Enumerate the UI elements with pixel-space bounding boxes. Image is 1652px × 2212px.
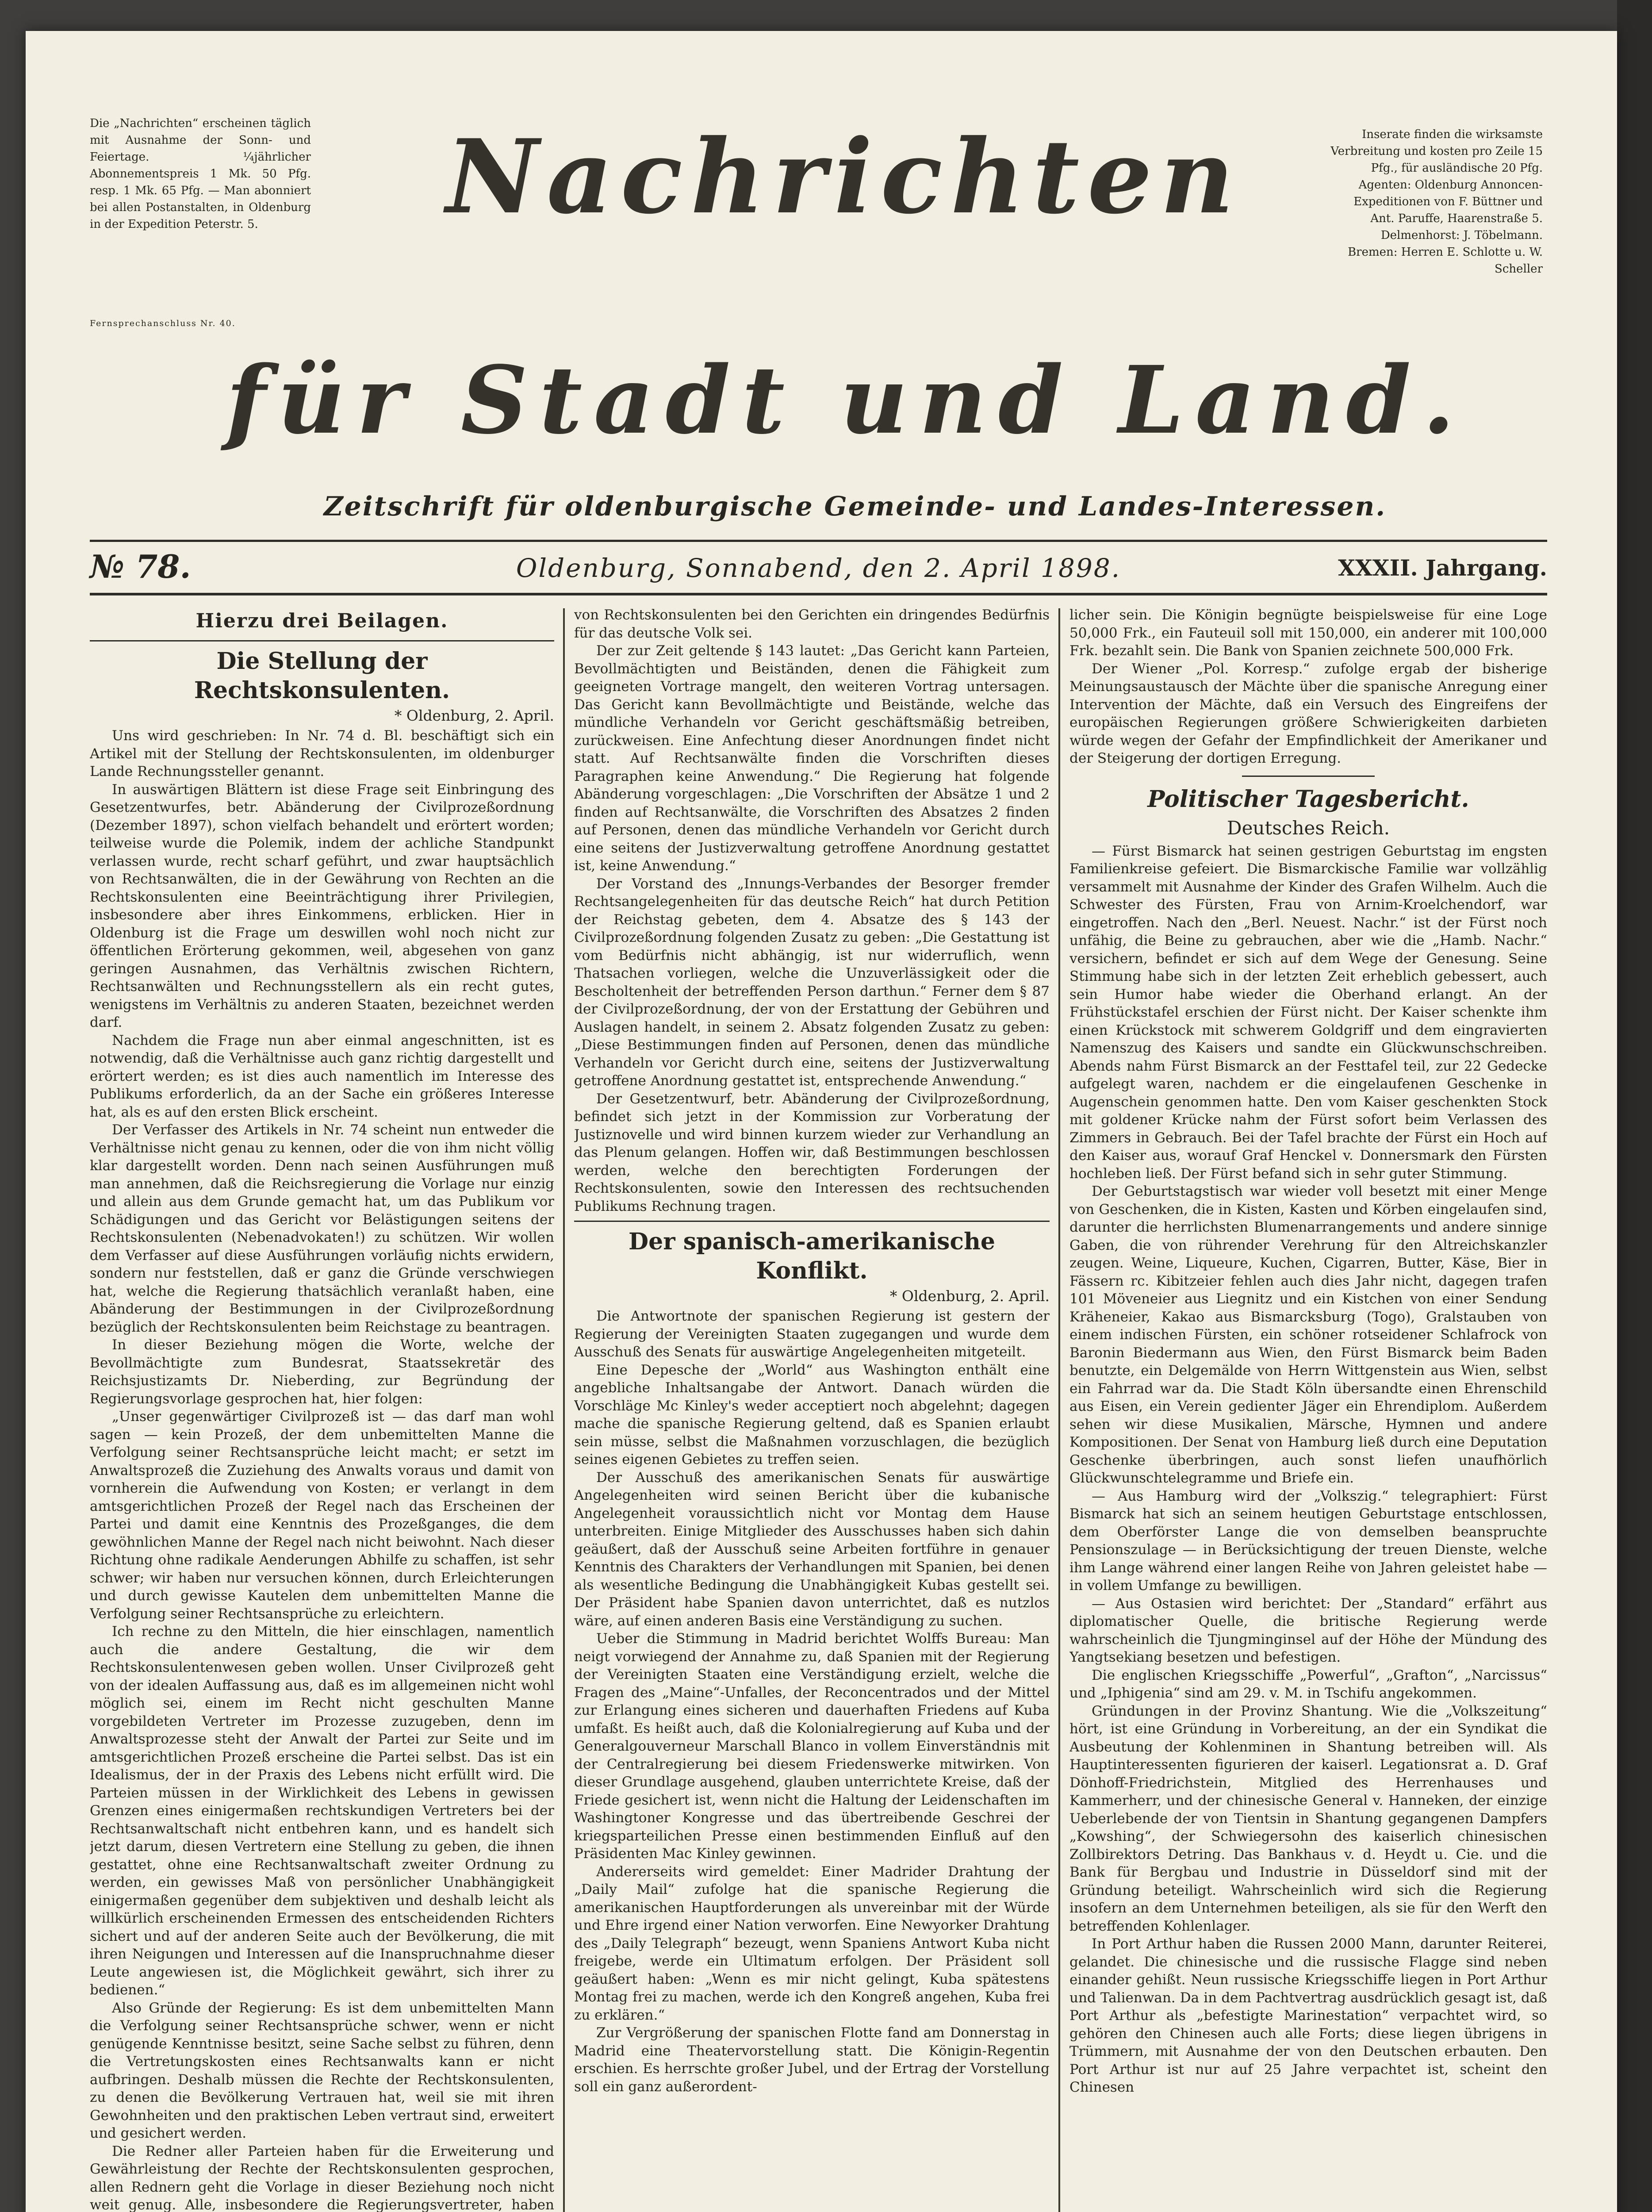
column-divider-2 [1058,608,1060,2212]
tagline: Zeitschrift für oldenburgische Gemeinde- und Landes-Interessen. [323,491,1387,522]
paragraph: Der Verfasser des Artikels in Nr. 74 scheint nun entweder die Verhältnisse nicht genau zu kennen, oder die von ihm nicht völlig klar dargestellt worden. Denn nach seinen Ausführungen muß man annehmen, daß die Reichsregierung die Vorlage nur einzig und allein aus dem Grunde gemacht hat, um das Publikum vor Schädigungen und das Gericht vor Belästigungen seitens der Rechtskonsulenten (Nebenadvokaten!) zu schützen. Wir wollen dem Verfasser auf diese Ausführungen vorläufig nichts erwidern, sondern nur feststellen, daß er ganz die Gründe verschwiegen hat, welche die Regierung thatsächlich veranlaßt haben, eine Abänderung der Bestimmungen in der Civilprozeßordnung bezüglich der Rechtskonsulenten beim Reichstage zu beantragen. [90,1122,554,1335]
paragraph: Also Gründe der Regierung: Es ist dem unbemittelten Mann die Verfolgung seiner Rechtsansprüche schwer, wenn er nicht genügende Kenntnisse besitzt, seine Sache selbst zu führen, denn die Vertretungskosten eines Rechtsanwalts kann er nicht aufbringen. Deshalb müssen die Rechte der Rechtskonsulenten, zu denen die Bevölkerung Vertrauen hat, weil sie mit ihren Gewohnheiten und den praktischen Leben vertraut sind, erweitert und gesichert werden. [90,2000,554,2141]
article-title-political-report: Politischer Tagesbericht. [1147,785,1469,813]
volume-number: XXXII. Jahrgang. [1338,555,1547,581]
paragraph: Zur Vergrößerung der spanischen Flotte fand am Donnerstag in Madrid eine Theatervorstellung statt. Die Königin-Regentin erschien. Es herrschte großer Jubel, und der Ertrag der Vorstellung soll ein ganz außerordent- [574,2025,1050,2095]
paragraph: Die Antwortnote der spanischen Regierung ist gestern der Regierung der Vereinigten Staaten zugegangen und wurde dem Ausschuß des Senats für auswärtige Angelegenheiten mitgeteilt. [574,1308,1050,1360]
article-body [574,1307,1050,2096]
paragraph: — Aus Ostasien wird berichtet: Der „Standard“ erfährt aus diplomatischer Quelle, die britische Regierung werde wahrscheinlich die Tjungminginsel auf der Höhe der Mündung des Yangtsekiang besetzen und befestigen. [1069,1595,1547,1665]
paragraph: Der zur Zeit geltende § 143 lautet: „Das Gericht kann Parteien, Bevollmächtigten und Beiständen, denen die Fähigkeit zum geeigneten Vortrage mangelt, den weiteren Vortrag untersagen. Das Gericht kann Bevollmächtigte und Beistände, welche das mündliche Verhandeln vor Gericht geschäftsmäßig betreiben, zurückweisen. Eine Anfechtung dieser Anordnungen findet nicht statt. Auf Rechtsanwälte finden die Vorschriften dieses Paragraphen keine Anwendung.“ Die Regierung hat folgende Abänderung vorgeschlagen: „Die Vorschriften der Absätze 1 und 2 finden auf Rechtsanwälte, die Vorschriften des Absatzes 2 finden auf Personen, denen das mündliche Verhandeln vor Gericht durch eine seitens der Justizverwaltung getroffene Anordnung gestattet ist, keine Anwendung.“ [574,643,1050,874]
article-title-spanish-american-conflict: Der spanisch-amerikanische Konflikt. [629,1228,995,1284]
supplements-notice: Hierzu drei Beilagen. [195,610,448,632]
issue-date: Oldenburg, Sonnabend, den 2. April 1898. [516,553,1121,583]
article-body-continued [574,606,1050,1215]
article-body [1069,842,1547,2097]
paragraph: „Unser gegenwärtiger Civilprozeß ist — das darf man wohl sagen — kein Prozeß, der dem unbemittelten Manne die Verfolgung seiner Rechtsansprüche leicht macht; er setzt im Anwaltsprozeß die Zuziehung des Anwalts voraus und damit von vornherein die Aufwendung von Kosten; er verlangt in dem amtsgerichtlichen Prozeß der Regel nach das Erscheinen der Partei und damit eine Kenntnis des Prozeßganges, die dem gewöhnlichen Manne der Regel nach nicht beiwohnt. Nach dieser Richtung ohne radikale Aenderungen Abhilfe zu schaffen, ist sehr schwer; wir haben nur versuchen können, durch Erleichterungen und durch gewisse Kautelen dem unbemittelten Manne die Verfolgung seiner Rechtsansprüche zu erleichtern. [90,1409,554,1622]
paragraph: Gründungen in der Provinz Shantung. Wie die „Volkszeitung“ hört, ist eine Gründung in Vorbereitung, an der ein Syndikat die Ausbeutung der Kohlenminen in Shantung betreiben will. Als Hauptinteressenten figurieren der kaiserl. Legationsrat a. D. Graf Dönhoff-Friedrichstein, Mitglied des Herrenhauses und Kammerherr, und der chinesische General v. Hanneken, der einzige Ueberlebende der von Tientsin in Shantung gegangenen Dampfers „Kowshing“, der Schwiegersohn des kaiserlich chinesischen Zollbirektors Detring. Das Bankhaus v. d. Heydt u. Cie. und die Bank für Bergbau und Industrie in Düsseldorf sind mit der Gründung beteiligt. Wahrscheinlich wird sich die Regierung insofern an dem Unternehmen beteiligen, als sie für den Werft den betreffenden Kohlenlager. [1069,1703,1547,1934]
article-title-legal-consultants: Die Stellung der Rechtskonsulenten. [194,648,450,704]
article-body [90,727,554,2212]
advertising-info: Inserate finden die wirksamste Verbreitung und kosten pro Zeile 15 Pfg., für ausländische 20 Pfg. Agenten: Oldenburg Annoncen-Expeditionen von F. Büttner und Ant. Paruffe, Haarenstraße 5. Delmenhorst: J. Töbelmann. Bremen: Herren E. Schlotte u. W. Scheller [1330,128,1543,276]
paragraph: Der Ausschuß des amerikanischen Senats für auswärtige Angelegenheiten wird seinen Bericht über die kubanische Angelegenheit voraussichtlich nicht vor Montag dem Hause unterbreiten. Einige Mitglieder des Ausschusses haben sich dahin geäußert, daß der Ausschuß seine Arbeiten fortführe in genauer Kenntnis des Charakters der Verhandlungen mit Spanien, bei denen als wesentliche Bedingung die Unabhängigkeit Kubas gestellt sei. Der Präsident habe Spanien davon unterrichtet, daß es nutzlos wäre, auf einen anderen Basis eine Verständigung zu suchen. [574,1469,1050,1629]
masthead-subtitle-large: für Stadt und Land. [226,346,1467,455]
paragraph: von Rechtskonsulenten bei den Gerichten ein dringendes Bedürfnis für das deutsche Volk sei. [574,607,1050,641]
paragraph: licher sein. Die Königin begnügte beispielsweise für eine Loge 50,000 Frk., ein Fauteuil soll mit 150,000, ein anderer mit 100,000 Frk. bezahlt sein. Die Bank von Spanien zeichnete 500,000 Frk. [1069,607,1547,659]
header-rule-bottom [90,593,1547,595]
paragraph: Der Gesetzentwurf, betr. Abänderung der Civilprozeßordnung, befindet sich jetzt in der Kommission zur Vorberatung der Justiznovelle und wird binnen kurzem wieder zur Verhandlung an das Plenum gelangen. Hoffen wir, daß Bestimmungen beschlossen werden, welche den berechtigten Forderungen der Rechtskonsulenten, sowie den Interessen des rechtsuchenden Publikums Rechnung tragen. [574,1091,1050,1214]
column-1 [90,606,554,2212]
dateline-bar [90,548,1547,592]
paragraph: Die englischen Kriegsschiffe „Powerful“, „Grafton“, „Narcissus“ und „Iphigenia“ sind am 29. v. M. in Tschifu angekommen. [1069,1667,1547,1701]
newspaper-page [26,31,1617,2212]
phone-number: Fernsprechanschluss Nr. 40. [90,319,236,328]
column-2 [574,606,1050,2212]
paragraph: Der Geburtstagstisch war wieder voll besetzt mit einer Menge von Geschenken, die in Kisten, Kasten und Körben eingelaufen sind, darunter die herrlichsten Blumenarrangements und andere sinnige Gaben, die von rührender Verehrung für den Altreichskanzler zeugen. Weine, Liqueure, Kuchen, Cigarren, Butter, Käse, Bier in Fässern rc. Kibitzeier fehlen auch dies Jahr nicht, dagegen trafen 101 Möveneier aus Liegnitz und ein Kistchen von einer Sendung Kräheneier, Kakao aus Bismarcksburg (Togo), Gralstauben von einem indischen Fürsten, ein schöner rotseidener Schlafrock von Baronin Biedermann aus Wien, den Fürst Bismarck beim Baden benutzte, ein Delgemälde von Herrn Wittgenstein aus Wien, selbst ein Fahrrad war da. Die Stadt Köln übersandte einen Ehrenschild aus Eisen, ein Verein gedienter Jäger ein Ehrendiplom. Außerdem sehen wir diese Musikalien, Märsche, Hymnen und andere Kompositionen. Der Senat von Hamburg ließ durch eine Deputation Geschenke überbringen, auch sonst liefen unaufhörlich Glückwunschtelegramme und Briefe ein. [1069,1183,1547,1486]
paragraph: Uns wird geschrieben: In Nr. 74 d. Bl. beschäftigt sich ein Artikel mit der Stellung der Rechtskonsulenten, im oldenburger Lande Rechnungssteller genannt. [90,728,554,780]
article-dateline: * Oldenburg, 2. April. [394,707,554,724]
paragraph: In auswärtigen Blättern ist diese Frage seit Einbringung des Gesetzentwurfes, betr. Abänderung der Civilprozeßordnung (Dezember 1897), schon vielfach behandelt und erörtert worden; teilweise wurde die Polemik, indem der achliche Standpunkt verlassen wurde, recht scharf geführt, und zwar hauptsächlich von Rechtsanwälten, die in der Gewährung von Rechten an die Rechtskonsulenten eine Beeinträchtigung ihrer Privilegien, insbesondere aber ihres Einkommens, erblicken. Hier in Oldenburg ist die Frage um deswillen wohl noch nicht zur öffentlichen Erörterung gekommen, weil, abgesehen von ganz geringen Ausnahmen, das Verhältnis zwischen Richtern, Rechtsanwälten und Rechnungsstellern als ein recht gutes, wenigstens im Verhältnis zu anderen Staaten, bezeichnet werden darf. [90,781,554,1030]
paragraph: — Fürst Bismarck hat seinen gestrigen Geburtstag im engsten Familienkreise gefeiert. Die Bismarckische Familie war vollzählig versammelt mit Ausnahme der Kinder des Grafen Wilhelm. Auch die Schwester des Fürsten, Frau von Arnim-Kroelchendorf, war eingetroffen. Nach den „Berl. Neuest. Nachr.“ ist der Fürst noch unfähig, die Beine zu gebrauchen, aber wie die „Hamb. Nachr.“ versichern, befindet er sich auf dem Wege der Genesung. Seine Stimmung habe sich in der letzten Zeit erheblich gebessert, auch sein Humor habe wieder die Oberhand erlangt. An der Frühstückstafel erschien der Fürst nicht. Der Kaiser schenkte ihm einen Krückstock mit schwerem Goldgriff und dem eingravierten Namenszug des Kaisers und sandte ein Glückwunschschreiben. Abends nahm Fürst Bismarck an der Festtafel teil, zur 22 Gedecke aufgelegt waren, nachdem er die eingelaufenen Geschenke in Augenschein genommen hatte. Den vom Kaiser geschenkten Stock mit goldener Krücke nahm der Fürst sofort beim Verlassen des Zimmers in Gebrauch. Bei der Tafel brachte der Fürst ein Hoch auf den Kaiser aus, worauf Graf Henckel v. Donnersmark den Fürsten hochleben ließ. Der Fürst befand sich in sehr guter Stimmung. [1069,843,1547,1182]
paragraph: — Aus Hamburg wird der „Volkszig.“ telegraphiert: Fürst Bismarck hat sich an seinem heutigen Geburtstage entschlossen, dem Oberförster Lange die von demselben beanspruchte Pensionszulage — in Berücksichtigung der treuen Dienste, welche ihm Lange während einer langen Reihe von Jahren geleistet habe — in vollem Umfange zu bewilligen. [1069,1488,1547,1594]
paragraph: Eine Depesche der „World“ aus Washington enthält eine angebliche Inhaltsangabe der Antwort. Danach würden die Vorschläge Mc Kinley's weder acceptiert noch abgelehnt; dagegen mache die spanische Regierung geltend, daß es Spanien erlaubt sein müsse, selbst die Maßnahmen vorzuschlagen, die bezüglich seines eigenen Gebietes zu treffen seien. [574,1362,1050,1467]
paragraph: Andererseits wird gemeldet: Einer Madrider Drahtung der „Daily Mail“ zufolge hat die spanische Regierung die amerikanischen Hauptforderungen als unvereinbar mit der Würde und Ehre irgend einer Nation verworfen. Eine Newyorker Drahtung des „Daily Telegraph“ bezeugt, wenn Spaniens Antwort Kuba nicht freigebe, werde ein Ultimatum erfolgen. Der Präsident soll geäußert haben: „Wenn es mir nicht gelingt, Kuba spätestens Montag frei zu machen, werde ich den Kongreß angehen, Kuba frei zu erklären.“ [574,1863,1050,2023]
divider [574,1221,1050,1222]
paragraph: Der Wiener „Pol. Korresp.“ zufolge ergab der bisherige Meinungsaustausch der Mächte über die spanische Anregung einer Intervention der Mächte, daß ein Versuch des Eingreifens der europäischen Regierungen größere Schwierigkeiten darbieten würde wegen der Gefahr der Empfindlichkeit der Amerikaner und der Steigerung der dortigen Erregung. [1069,661,1547,766]
article-body-continued [1069,606,1547,768]
paragraph: In Port Arthur haben die Russen 2000 Mann, darunter Reiterei, gelandet. Die chinesische und die russische Flagge sind neben einander gehißt. Neun russische Kriegsschiffe liegen in Port Arthur und Talienwan. Da in dem Pachtvertrag ausdrücklich gesagt ist, daß Port Arthur als „befestigte Marinestation“ verpachtet wird, so gehören den Chinesen auch alle Forts; diese liegen übrigens in Trümmern, mit Ausnahme der von den Deutschen erbauten. Den Port Arthur ist nur auf 25 Jahre verpachtet ist, scheint den Chinesen [1069,1936,1547,2095]
article-dateline: * Oldenburg, 2. April. [889,1287,1050,1305]
section-heading: Deutsches Reich. [1227,817,1390,839]
issue-number: № 78. [90,548,191,585]
masthead-title: Nachrichten [445,117,1242,237]
column-divider-1 [563,608,565,2212]
column-3 [1069,606,1547,2212]
divider [90,640,554,641]
subscription-info: Die „Nachrichten“ erscheinen täglich mit Ausnahme der Sonn- und Feiertage. ¼jährlicher Abonnementspreis 1 Mk. 50 Pfg. resp. 1 Mk. 65 Pfg. — Man abonniert bei allen Postanstalten, in Oldenburg in der Expedition Peterstr. 5. [90,117,311,231]
paragraph: Ich rechne zu den Mitteln, die hier einschlagen, namentlich auch die andere Gestaltung, die wir dem Rechtskonsulentenwesen geben wollen. Unser Civilprozeß geht von der idealen Auffassung aus, daß es im allgemeinen nicht wohl möglich sei, einem im Recht nicht geschulten Manne vorgebildeten Vertreter im Prozesse zuzugeben, denn im Anwaltsprozesse steht der Anwalt der Partei zur Seite und im amtsgerichtlichen Prozeß erscheine die Partei selbst. Das ist ein Idealismus, der in der Praxis des Lebens nicht erfüllt wird. Die Parteien müssen in der Wirklichkeit des Lebens in gewissen Grenzen eines einigermaßen rechtskundigen Vertreters bei der Rechtsanwaltschaft nicht entbehren kann, und es handelt sich jetzt darum, diesen Vertretern eine Stellung zu geben, die ihnen gestattet, ohne eine Rechtsanwaltschaft zweiter Ordnung zu werden, ein gewisses Maß von persönlicher Unabhängigkeit einigermaßen gegenüber dem subjektiven und deshalb leicht als willkürlich erscheinenden Ermessen des entscheidenden Richters sichert und auf der anderen Seite auch der Bevölkerung, die mit ihren Neigungen und Interessen auf die Inanspruchnahme dieser Leute angewiesen ist, die Möglichkeit gewährt, sich ihrer zu bedienen.“ [90,1624,554,1998]
header-rule-top [90,540,1547,542]
paragraph: In dieser Beziehung mögen die Worte, welche der Bevollmächtigte zum Bundesrat, Staatssekretär des Reichsjustizamts Dr. Nieberding, zur Begründung der Regierungsvorlage gesprochen hat, hier folgen: [90,1337,554,1407]
paragraph: Der Vorstand des „Innungs-Verbandes der Besorger fremder Rechtsangelegenheiten für das deutsche Reich“ hat durch Petition der Reichstag gebeten, dem 4. Absatze des § 143 der Civilprozeßordnung folgenden Zusatz zu geben: „Die Gestattung ist vom Bedürfnis nicht abhängig, ist nur widerruflich, wenn Thatsachen vorliegen, welche die Unzuverlässigkeit oder die Bescholtenheit der betreffenden Person darthun.“ Ferner dem § 87 der Civilprozeßordnung, der von der Erstattung der Gebühren und Auslagen handelt, in seinem 2. Absatz folgenden Zusatz zu geben: „Diese Bestimmungen finden auf Personen, denen das mündliche Verhandeln vor Gericht durch eine, seitens der Justizverwaltung getroffene Anordnung gestattet ist, entsprechende Anwendung.“ [574,876,1050,1089]
paragraph: Die Redner aller Parteien haben für die Erweiterung und Gewährleistung der Rechte der Rechtskonsulenten gesprochen, allen Rednern geht die Vorlage in dieser Beziehung noch nicht weit genug. Alle, insbesondere die Regierungsvertreter, haben [90,2143,554,2212]
paragraph: Nachdem die Frage nun aber einmal angeschnitten, ist es notwendig, daß die Verhältnisse auch ganz richtig dargestellt und erörtert werden; es ist dies auch namentlich im Interesse des Publikums erforderlich, da an der Sache ein größeres Interesse hat, als es auf den ersten Blick erscheint. [90,1032,554,1120]
paragraph: Ueber die Stimmung in Madrid berichtet Wolffs Bureau: Man neigt vorwiegend der Annahme zu, daß Spanien mit der Regierung der Vereinigten Staaten eine Verständigung erzielt, welche die Fragen des „Maine“-Unfalles, der Reconcentrados und der Mittel zur Erlangung eines sicheren und dauerhaften Friedens auf Kuba umfaßt. Es heißt auch, daß die Kolonialregierung auf Kuba und der Generalgouverneur Marschall Blanco in vollem Einverständnis mit der Centralregierung bei diesem Friedenswerke mitwirken. Von dieser Grundlage ausgehend, glauben unterrichtete Kreise, daß der Friede gesichert ist, wenn nicht die Haltung der Leidenschaften im Washingtoner Kongresse und das übertreibende Geschrei der kriegsparteilichen Presse einen bestimmenden Einfluß auf den Präsidenten Mac Kinley gewinnen. [574,1631,1050,1862]
divider [1242,776,1375,777]
scan-edge [1617,0,1652,2212]
